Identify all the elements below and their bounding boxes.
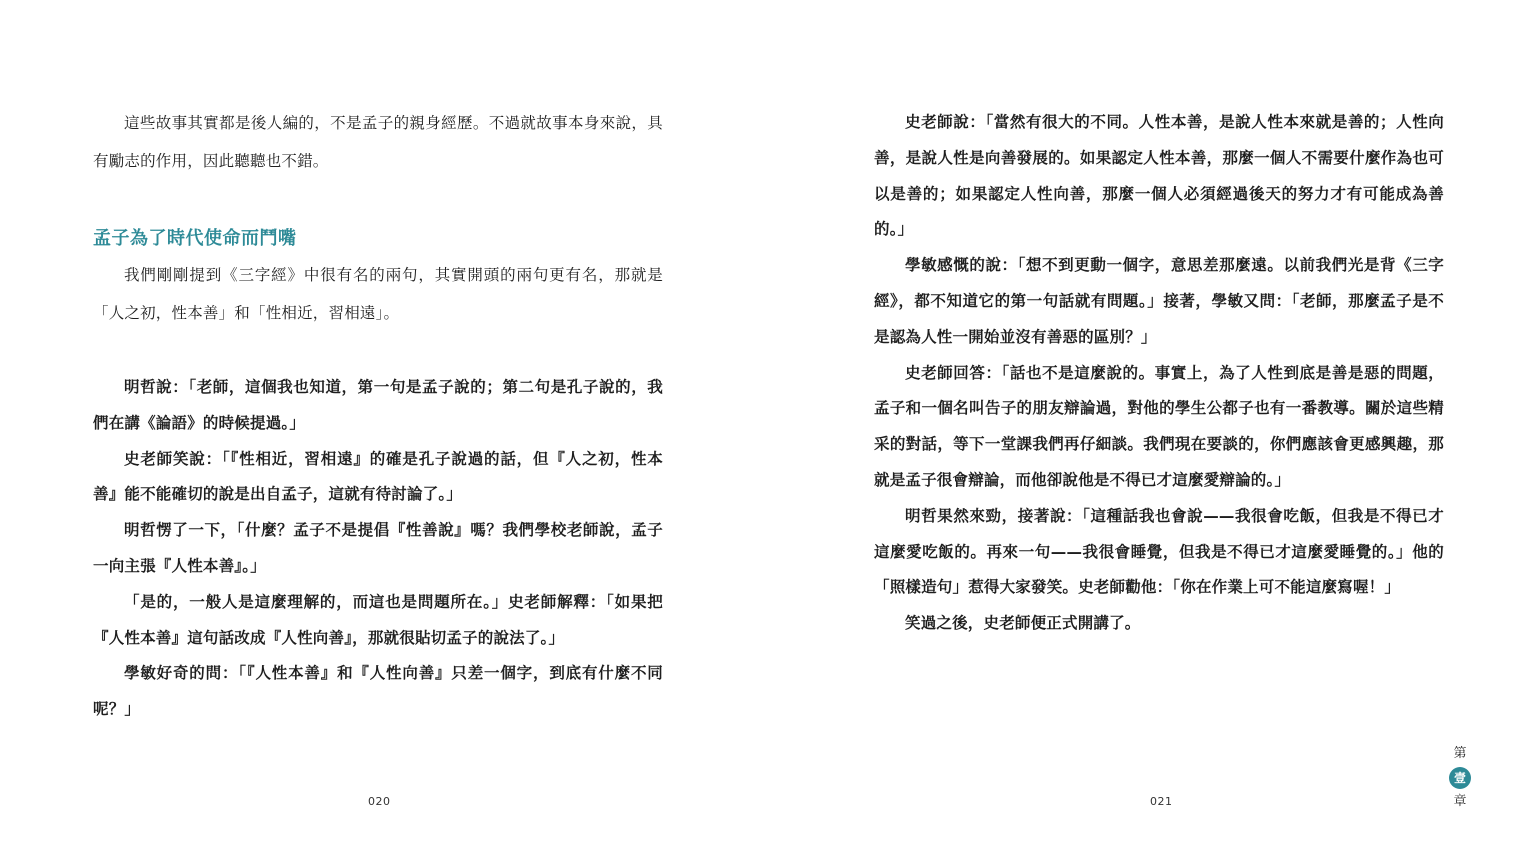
paragraph: 這些故事其實都是後人編的，不是孟子的親身經歷。不過就故事本身來說，具有勵志的作用，因此聽聽也不錯。	[93, 114, 663, 170]
left-dialogue-text	[93, 370, 663, 728]
right-dialogue-text	[874, 105, 1444, 642]
chapter-number-badge: 壹	[1449, 767, 1471, 789]
page-number-left: 020	[368, 795, 391, 808]
left-top-text	[93, 105, 663, 180]
paragraph: 笑過之後，史老師便正式開講了。	[905, 614, 1141, 633]
paragraph: 明哲愣了一下，「什麼？孟子不是提倡『性善說』嗎？我們學校老師說，孟子一向主張『人性本善』。」	[93, 521, 663, 575]
chapter-marker	[1449, 743, 1471, 813]
section-heading: 孟子為了時代使命而鬥嘴	[93, 228, 297, 249]
chapter-label-bottom: 章	[1453, 794, 1467, 809]
chapter-label-top: 第	[1453, 746, 1467, 761]
paragraph: 史老師笑說：「『性相近，習相遠』的確是孔子說過的話，但『人之初，性本善』能不能確切的說是出自孟子，這就有待討論了。」	[93, 449, 663, 504]
paragraph: 「是的，一般人是這麼理解的，而這也是問題所在。」史老師解釋：「如果把『人性本善』這句話改成『人性向善』，那就很貼切孟子的說法了。」	[93, 592, 663, 647]
paragraph: 學敏感慨的說：「想不到更動一個字，意思差那麼遠。以前我們光是背《三字經》，都不知道它的第一句話就有問題。」接著，學敏又問：「老師，那麼孟子是不是認為人性一開始並沒有善惡的區別？」	[874, 256, 1444, 346]
page-number-right: 021	[1150, 795, 1173, 808]
left-mid-text	[93, 257, 663, 332]
right-page	[769, 0, 1538, 863]
paragraph: 學敏好奇的問：「『人性本善』和『人性向善』只差一個字，到底有什麼不同呢？」	[93, 664, 663, 719]
paragraph: 明哲說：「老師，這個我也知道，第一句是孟子說的；第二句是孔子說的，我們在講《論語》的時候提過。」	[93, 378, 663, 432]
paragraph: 史老師回答：「話也不是這麼說的。事實上，為了人性到底是善是惡的問題，孟子和一個名叫告子的朋友辯論過，對他的學生公都子也有一番教導。關於這些精采的對話，等下一堂課我們再仔細談。我們現在要談的，你們應該會更感興趣，那就是孟子很會辯論，而他卻說他是不得已才這麼愛辯論的。」	[874, 363, 1444, 489]
paragraph: 我們剛剛提到《三字經》中很有名的兩句，其實開頭的兩句更有名，那就是「人之初，性本善」和「性相近，習相遠」。	[93, 266, 663, 322]
paragraph: 明哲果然來勁，接著說：「這種話我也會說——我很會吃飯，但我是不得已才這麼愛吃飯的。再來一句——我很會睡覺，但我是不得已才這麼愛睡覺的。」他的「照樣造句」惹得大家發笑。史老師勸他：「你在作業上可不能這麼寫喔！」	[874, 506, 1444, 597]
paragraph: 史老師說：「當然有很大的不同。人性本善，是說人性本來就是善的；人性向善，是說人性是向善發展的。如果認定人性本善，那麼一個人不需要什麼作為也可以是善的；如果認定人性向善，那麼一個人必須經過後天的努力才有可能成為善的。」	[874, 113, 1444, 239]
